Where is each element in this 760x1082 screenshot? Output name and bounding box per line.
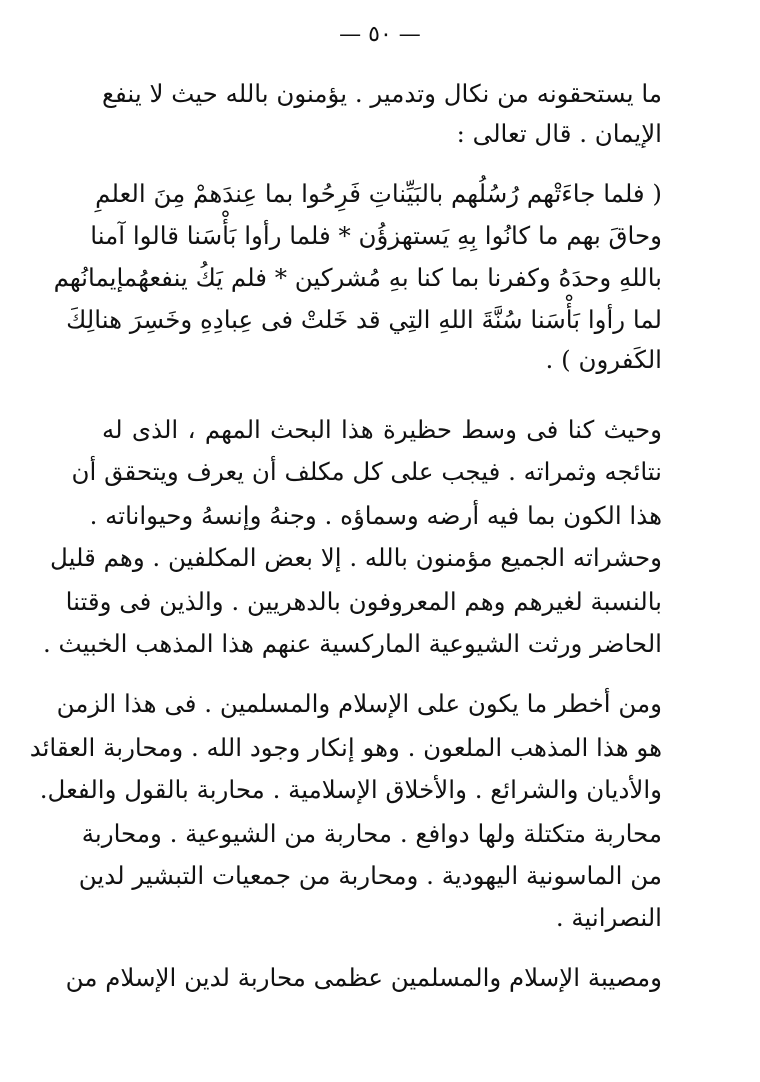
text-line: من الماسونية اليهودية . ومحاربة من جمعيات التبشير لدين [78, 861, 662, 890]
text-line: لما رأوا بَأْسَنا سُنَّةَ اللهِ التِي قد خَلتْ فى عِبادِهِ وخَسِرَ هنالِكَ [66, 305, 662, 334]
text-line: بالنسبة لغيرهم وهم المعروفون بالدهريين . والذين فى وقتنا [65, 587, 662, 616]
text-line: وحشراته الجميع مؤمنون بالله . إلا بعض المكلفين . وهم قليل [50, 543, 662, 572]
page-number: — ٥٠ — [339, 22, 421, 47]
text-line: الحاضر ورثت الشيوعية الماركسية عنهم هذا المذهب الخبيث . [42, 629, 662, 658]
text-line: وحاقَ بهم ما كانُوا بِهِ يَستهزؤُن * فلما رأوا بَأْسَنا قالوا آمنا [90, 221, 662, 250]
text-line: محاربة متكتلة ولها دوافع . محاربة من الشيوعية . ومحاربة [81, 819, 662, 848]
text-line: النصرانية . [555, 903, 662, 932]
text-line: ومن أخطر ما يكون على الإسلام والمسلمين . فى هذا الزمن [56, 689, 662, 718]
text-line: الإيمان . قال تعالى : [456, 119, 662, 148]
text-line: هذا الكون بما فيه أرضه وسماؤه . وجنهُ وإنسهُ وحيواناته . [89, 501, 662, 530]
text-line: والأديان والشرائع . والأخلاق الإسلامية . محاربة بالقول والفعل. [39, 775, 662, 804]
text-line: باللهِ وحدَهُ وكفرنا بما كنا بهِ مُشركين * فلم يَكُ ينفعهُمإيمانُهم [53, 263, 662, 292]
text-line: نتائجه وثمراته . فيجب على كل مكلف أن يعرف ويتحقق أن [71, 457, 662, 486]
text-line: ( فلما جاءَتْهم رُسُلُهم بالبَيِّناتِ فَرِحُوا بما عِندَهمْ مِنَ العلمِ [95, 179, 662, 208]
text-line: وحيث كنا فى وسط حظيرة هذا البحث المهم ، الذى له [102, 415, 662, 444]
text-line: ومصيبة الإسلام والمسلمين عظمى محاربة لدين الإسلام من [65, 963, 662, 992]
text-line: هو هذا المذهب الملعون . وهو إنكار وجود الله . ومحاربة العقائد [29, 733, 662, 762]
text-line: الكَفرون ) . [545, 345, 662, 374]
text-line: ما يستحقونه من نكال وتدمير . يؤمنون بالله حيث لا ينفع [102, 79, 662, 108]
